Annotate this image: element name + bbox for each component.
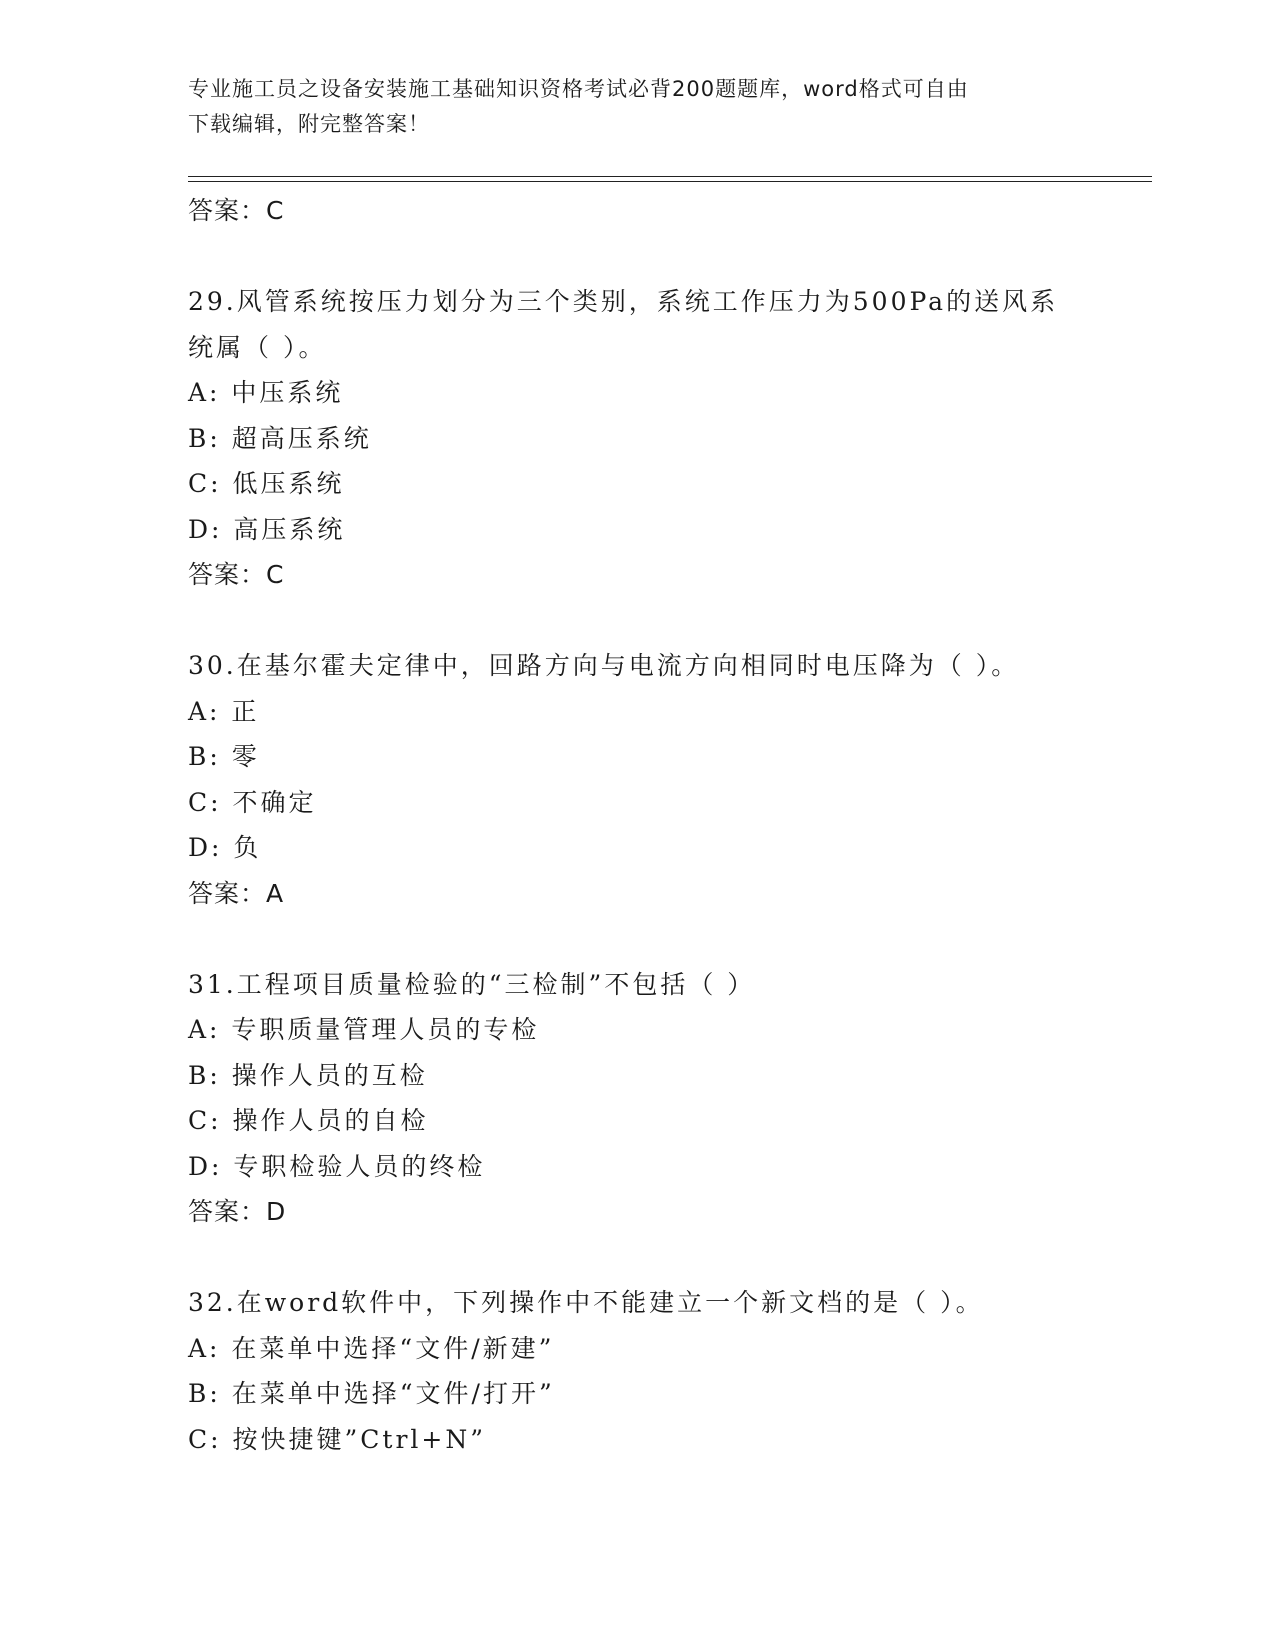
option-d: D: 专职检验人员的终检	[188, 1151, 486, 1181]
question-stem-continued: 统属（ ）。	[188, 332, 327, 362]
option-a: A: 中压系统	[188, 378, 344, 407]
question-29	[188, 279, 1088, 598]
question-stem: 30.在基尔霍夫定律中，回路方向与电流方向相同时电压降为（ ）。	[188, 651, 1020, 680]
option-b: B: 在菜单中选择“文件/打开”	[188, 1379, 555, 1408]
page-header	[188, 72, 1068, 142]
question-stem: 29.风管系统按压力划分为三个类别，系统工作压力为500Pa的送风系	[188, 287, 1059, 316]
spacer	[188, 598, 1088, 644]
question-stem: 31.工程项目质量检验的“三检制”不包括（ ）	[188, 969, 756, 999]
question-31	[188, 962, 1088, 1235]
answer-line: 答案：C	[188, 560, 285, 589]
option-d: D: 负	[188, 833, 262, 862]
spacer	[188, 234, 1088, 280]
header-rule-top	[188, 176, 1152, 177]
header-line-1: 专业施工员之设备安装施工基础知识资格考试必背200题题库，word格式可自由	[188, 77, 969, 101]
option-b: B: 操作人员的互检	[188, 1060, 428, 1090]
answer-line: 答案：D	[188, 1197, 287, 1226]
header-line-2: 下载编辑，附完整答案！	[188, 112, 430, 136]
option-c: C: 低压系统	[188, 469, 345, 498]
option-c: C: 按快捷键”Ctrl+N”	[188, 1424, 487, 1454]
spacer	[188, 1235, 1088, 1281]
question-list	[188, 188, 1088, 1462]
option-c: C: 操作人员的自检	[188, 1106, 429, 1135]
answer-line: 答案：C	[188, 196, 285, 225]
spacer	[188, 916, 1088, 962]
answer-line: 答案：A	[188, 878, 285, 908]
question-stem: 32.在word软件中，下列操作中不能建立一个新文档的是（ ）。	[188, 1288, 984, 1317]
option-b: B: 零	[188, 742, 260, 771]
option-d: D: 高压系统	[188, 514, 346, 544]
option-a: A: 专职质量管理人员的专检	[188, 1015, 540, 1044]
option-a: A: 正	[188, 696, 260, 726]
option-b: B: 超高压系统	[188, 423, 372, 453]
question-30	[188, 643, 1088, 916]
option-a: A: 在菜单中选择“文件/新建”	[188, 1333, 555, 1363]
question-32	[188, 1280, 1088, 1462]
header-rule-bottom	[188, 181, 1152, 182]
option-c: C: 不确定	[188, 787, 317, 817]
